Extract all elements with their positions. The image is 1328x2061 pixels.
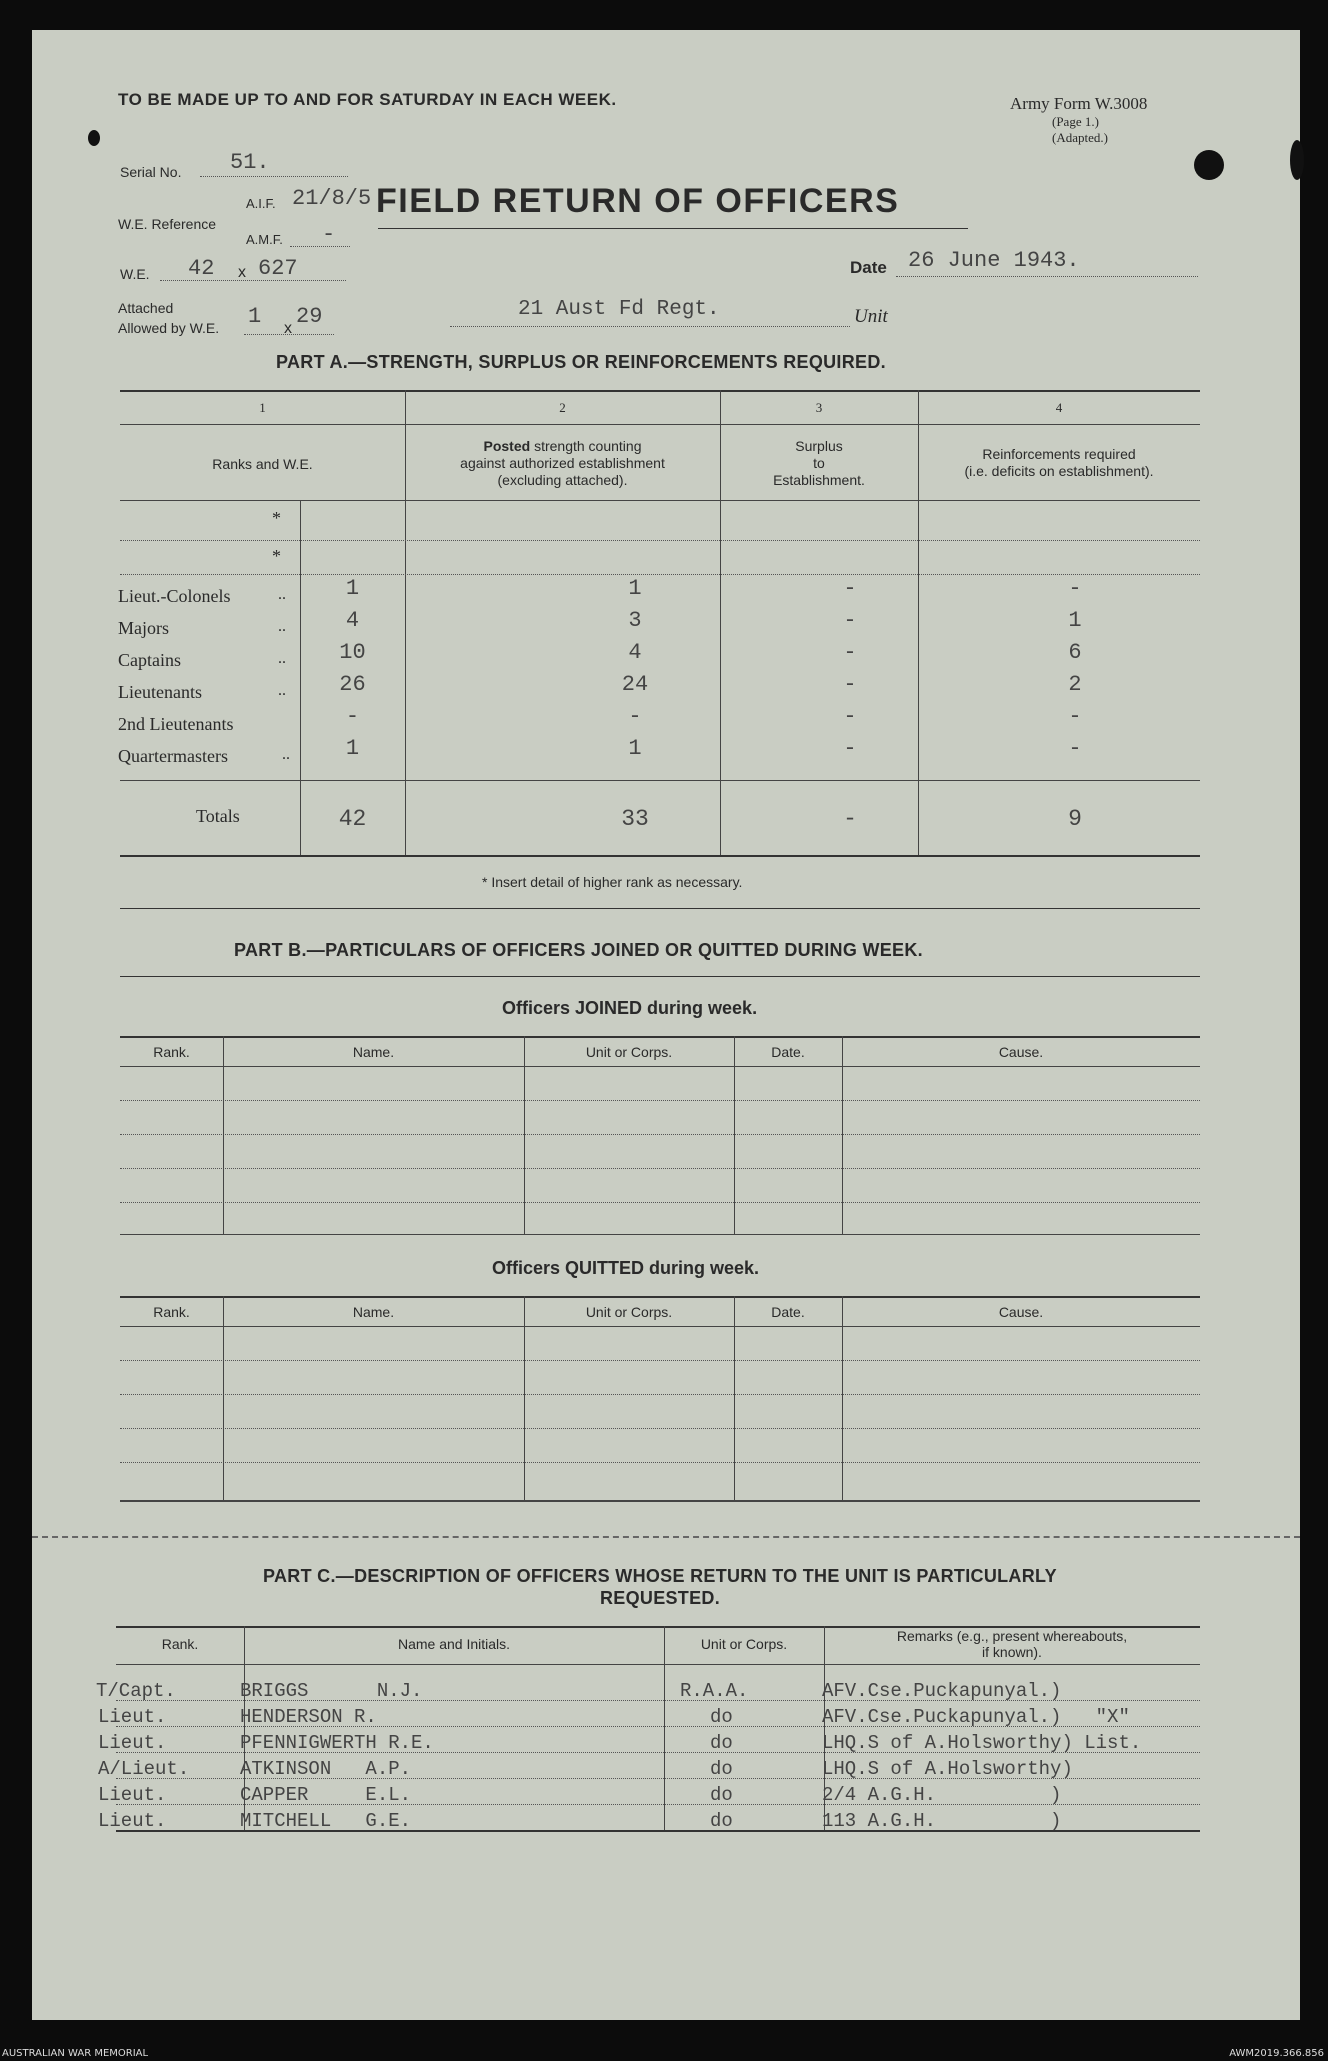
quitted-row-rule bbox=[120, 1360, 1200, 1361]
col3-header-1: Surplus bbox=[795, 438, 843, 454]
reinforcements-cell: - bbox=[1068, 736, 1082, 761]
we-reference-label: W.E. Reference bbox=[118, 216, 217, 232]
serial-label: Serial No. bbox=[120, 164, 182, 180]
reinforcements-cell: 1 bbox=[1068, 608, 1082, 633]
title-underline bbox=[378, 228, 968, 229]
part-c-col-unit: Unit or Corps. bbox=[700, 1636, 788, 1652]
attached-label-1: Attached bbox=[118, 300, 174, 316]
unit-label: Unit bbox=[854, 306, 888, 327]
joined-col-rule bbox=[223, 1036, 224, 1234]
joined-title: Officers JOINED during week. bbox=[502, 998, 758, 1018]
officer-name: ATKINSON A.P. bbox=[240, 1758, 412, 1780]
part-a-totals-rule bbox=[120, 780, 1200, 781]
col3-header bbox=[720, 438, 918, 489]
quitted-col-name: Name. bbox=[352, 1304, 395, 1320]
totals-label: Totals bbox=[196, 806, 240, 826]
we-cell: 10 bbox=[339, 640, 366, 665]
joined-bottom-rule bbox=[120, 1234, 1200, 1235]
attached-line bbox=[244, 334, 334, 335]
quitted-col-cause: Cause. bbox=[998, 1304, 1044, 1320]
officer-remarks: AFV.Cse.Puckapunyal.) "X" bbox=[822, 1706, 1130, 1728]
rank-label: Majors bbox=[118, 618, 169, 638]
posted-cell: - bbox=[628, 704, 642, 729]
attached-value-b: 29 bbox=[296, 304, 323, 329]
punch-hole bbox=[1290, 140, 1304, 180]
surplus-cell: - bbox=[843, 640, 857, 665]
joined-col-rule bbox=[734, 1036, 735, 1234]
quitted-col-rule bbox=[524, 1296, 525, 1500]
quitted-col-unit: Unit or Corps. bbox=[585, 1304, 673, 1320]
date-value: 26 June 1943. bbox=[908, 248, 1080, 273]
officer-remarks: 113 A.G.H. ) bbox=[822, 1810, 1062, 1832]
quitted-col-rule bbox=[223, 1296, 224, 1500]
joined-col-date: Date. bbox=[771, 1044, 805, 1060]
totals-reinforcements: 9 bbox=[1068, 806, 1082, 832]
posted-cell: 24 bbox=[621, 672, 649, 697]
joined-col-rank: Rank. bbox=[153, 1044, 190, 1060]
quitted-col-rule bbox=[734, 1296, 735, 1500]
quitted-row-rule bbox=[120, 1462, 1200, 1463]
quitted-col-rank: Rank. bbox=[153, 1304, 190, 1320]
amf-label: A.M.F. bbox=[246, 232, 283, 247]
col4-header bbox=[918, 446, 1200, 480]
officer-unit: do bbox=[710, 1732, 733, 1754]
part-b-title: PART B.—PARTICULARS OF OFFICERS JOINED OR QUITTED DURING WEEK. bbox=[234, 940, 923, 960]
part-b-rule bbox=[120, 976, 1200, 977]
col4-header-2: (i.e. deficits on establishment). bbox=[964, 463, 1154, 479]
col2-header-line3: (excluding attached). bbox=[497, 472, 628, 488]
joined-col-unit: Unit or Corps. bbox=[585, 1044, 673, 1060]
joined-col-name: Name. bbox=[352, 1044, 395, 1060]
we-value-a: 42 bbox=[188, 256, 215, 281]
totals-posted: 33 bbox=[621, 806, 649, 832]
quitted-col-rule bbox=[842, 1296, 843, 1500]
joined-header-rule bbox=[120, 1066, 1200, 1067]
quitted-bottom-rule bbox=[120, 1500, 1200, 1502]
amf-value: - bbox=[322, 222, 336, 247]
part-c-title-line1: PART C.—DESCRIPTION OF OFFICERS WHOSE RETURN TO THE UNIT IS PARTICULARLY bbox=[263, 1566, 1057, 1586]
totals-surplus: - bbox=[843, 806, 857, 832]
rank-dots: .. bbox=[278, 650, 286, 667]
joined-row-rule bbox=[120, 1168, 1200, 1169]
rank-label: Lieutenants bbox=[118, 682, 202, 702]
col2-header-rest: strength counting bbox=[530, 438, 642, 454]
star-2: * bbox=[272, 546, 281, 566]
form-page: (Page 1.) bbox=[1052, 114, 1099, 129]
we-cell: 1 bbox=[345, 736, 360, 761]
officer-unit: R.A.A. bbox=[680, 1680, 749, 1702]
serial-value: 51. bbox=[230, 150, 270, 175]
joined-col-rule bbox=[842, 1036, 843, 1234]
rank-dots: .. bbox=[278, 618, 286, 635]
we-cell: 4 bbox=[345, 608, 360, 633]
star-row-rule bbox=[120, 540, 1200, 541]
attached-x: x bbox=[284, 320, 292, 337]
perforation-line bbox=[32, 1536, 1300, 1538]
officer-remarks: LHQ.S of A.Holsworthy) List. bbox=[822, 1732, 1142, 1754]
part-a-footnote: * Insert detail of higher rank as necessary. bbox=[482, 874, 743, 890]
part-a-title: PART A.—STRENGTH, SURPLUS OR REINFORCEMENTS REQUIRED. bbox=[276, 352, 886, 372]
serial-line bbox=[200, 176, 348, 177]
form-title: FIELD RETURN OF OFFICERS bbox=[376, 182, 900, 220]
we-cell: - bbox=[345, 704, 360, 729]
col3-header-3: Establishment. bbox=[773, 472, 865, 488]
surplus-cell: - bbox=[843, 576, 857, 601]
attached-value-a: 1 bbox=[248, 304, 262, 329]
reinforcements-cell: - bbox=[1068, 704, 1082, 729]
star-row-rule bbox=[120, 574, 1200, 575]
we-line bbox=[160, 280, 346, 281]
officer-rank: Lieut. bbox=[98, 1732, 167, 1754]
officer-rank: Lieut. bbox=[98, 1784, 167, 1806]
officer-remarks: AFV.Cse.Puckapunyal.) bbox=[822, 1680, 1062, 1702]
officer-unit: do bbox=[710, 1706, 733, 1728]
part-c-header-rule bbox=[116, 1664, 1200, 1665]
reinforcements-cell: - bbox=[1068, 576, 1082, 601]
part-c-col-remarks-2: if known). bbox=[982, 1644, 1042, 1660]
col2-header bbox=[405, 438, 720, 489]
footer-right: AWM2019.366.856 bbox=[1229, 2048, 1324, 2059]
we-label: W.E. bbox=[120, 266, 150, 282]
unit-line bbox=[450, 326, 850, 327]
part-c-col-remarks-1: Remarks (e.g., present whereabouts, bbox=[896, 1628, 1128, 1644]
officer-unit: do bbox=[710, 1758, 733, 1780]
officer-rank: A/Lieut. bbox=[98, 1758, 190, 1780]
col1-header: Ranks and W.E. bbox=[212, 456, 313, 472]
part-c-col-name: Name and Initials. bbox=[397, 1636, 511, 1652]
col2-header-bold: Posted bbox=[483, 438, 531, 454]
officer-unit: do bbox=[710, 1810, 733, 1832]
rank-dots: .. bbox=[278, 586, 286, 603]
reinforcements-cell: 6 bbox=[1068, 640, 1082, 665]
officer-rank: Lieut. bbox=[98, 1706, 167, 1728]
quitted-row-rule bbox=[120, 1394, 1200, 1395]
punch-hole bbox=[88, 130, 100, 146]
officer-name: PFENNIGWERTH R.E. bbox=[240, 1732, 434, 1754]
form-instruction: TO BE MADE UP TO AND FOR SATURDAY IN EACH WEEK. bbox=[118, 90, 617, 109]
posted-cell: 1 bbox=[628, 576, 642, 601]
col-number-2: 2 bbox=[559, 400, 566, 415]
posted-cell: 1 bbox=[628, 736, 642, 761]
form-name: Army Form W.3008 bbox=[1010, 94, 1148, 113]
part-a-header-rule bbox=[120, 500, 1200, 501]
joined-row-rule bbox=[120, 1134, 1200, 1135]
we-cell: 26 bbox=[339, 672, 366, 697]
part-a-end-rule bbox=[120, 908, 1200, 909]
part-c-col-rule bbox=[664, 1626, 665, 1830]
posted-cell: 4 bbox=[628, 640, 642, 665]
footer-left: AUSTRALIAN WAR MEMORIAL bbox=[2, 2048, 149, 2059]
part-a-top-rule bbox=[120, 390, 1200, 392]
star-1: * bbox=[272, 508, 281, 528]
rank-label: Lieut.-Colonels bbox=[118, 586, 231, 606]
unit-value: 21 Aust Fd Regt. bbox=[518, 298, 720, 321]
rank-dots: .. bbox=[282, 746, 290, 763]
officer-name: BRIGGS N.J. bbox=[240, 1680, 423, 1702]
joined-col-rule bbox=[524, 1036, 525, 1234]
quitted-header-rule bbox=[120, 1326, 1200, 1327]
totals-we: 42 bbox=[338, 806, 367, 832]
col2-header-line2: against authorized establishment bbox=[460, 455, 665, 471]
reinforcements-cell: 2 bbox=[1068, 672, 1082, 697]
quitted-title: Officers QUITTED during week. bbox=[492, 1258, 760, 1278]
officer-remarks: 2/4 A.G.H. ) bbox=[822, 1784, 1062, 1806]
part-c-title-line2: REQUESTED. bbox=[599, 1588, 721, 1608]
officer-rank: T/Capt. bbox=[96, 1680, 176, 1702]
date-line bbox=[896, 276, 1198, 277]
officer-name: MITCHELL G.E. bbox=[240, 1810, 412, 1832]
joined-row-rule bbox=[120, 1202, 1200, 1203]
we-cell: 1 bbox=[345, 576, 360, 601]
officer-remarks: LHQ.S of A.Holsworthy) bbox=[822, 1758, 1073, 1780]
col3-header-2: to bbox=[813, 455, 825, 471]
aif-value: 21/8/5 bbox=[292, 186, 372, 211]
surplus-cell: - bbox=[843, 608, 857, 633]
posted-cell: 3 bbox=[628, 608, 642, 633]
attached-label-2: Allowed by W.E. bbox=[118, 320, 220, 336]
surplus-cell: - bbox=[843, 736, 857, 761]
officer-rank: Lieut. bbox=[98, 1810, 167, 1832]
punch-hole bbox=[1194, 150, 1224, 180]
amf-line bbox=[290, 246, 350, 247]
joined-row-rule bbox=[120, 1100, 1200, 1101]
quitted-top-rule bbox=[120, 1296, 1200, 1298]
surplus-cell: - bbox=[843, 672, 857, 697]
officer-unit: do bbox=[710, 1784, 733, 1806]
date-label: Date bbox=[850, 258, 887, 277]
col-number-1: 1 bbox=[259, 400, 266, 415]
surplus-cell: - bbox=[843, 704, 857, 729]
part-a-bottom-rule bbox=[120, 855, 1200, 857]
officer-name: HENDERSON R. bbox=[240, 1706, 377, 1728]
quitted-col-date: Date. bbox=[771, 1304, 805, 1320]
aif-label: A.I.F. bbox=[246, 196, 276, 211]
col-number-3: 3 bbox=[815, 400, 823, 415]
rank-dots: .. bbox=[278, 682, 286, 699]
rank-label: Captains bbox=[118, 650, 181, 670]
we-x: x bbox=[238, 264, 246, 281]
rank-label: Quartermasters bbox=[118, 746, 228, 766]
we-value-b: 627 bbox=[258, 256, 298, 281]
quitted-row-rule bbox=[120, 1428, 1200, 1429]
joined-top-rule bbox=[120, 1036, 1200, 1038]
part-c-col-rank: Rank. bbox=[161, 1636, 199, 1652]
col4-header-1: Reinforcements required bbox=[982, 446, 1136, 462]
officer-name: CAPPER E.L. bbox=[240, 1784, 412, 1806]
rank-label: 2nd Lieutenants bbox=[118, 714, 234, 734]
col-number-4: 4 bbox=[1055, 400, 1063, 415]
form-adapted: (Adapted.) bbox=[1052, 130, 1108, 145]
part-a-num-rule bbox=[120, 424, 1200, 425]
joined-col-cause: Cause. bbox=[998, 1044, 1044, 1060]
